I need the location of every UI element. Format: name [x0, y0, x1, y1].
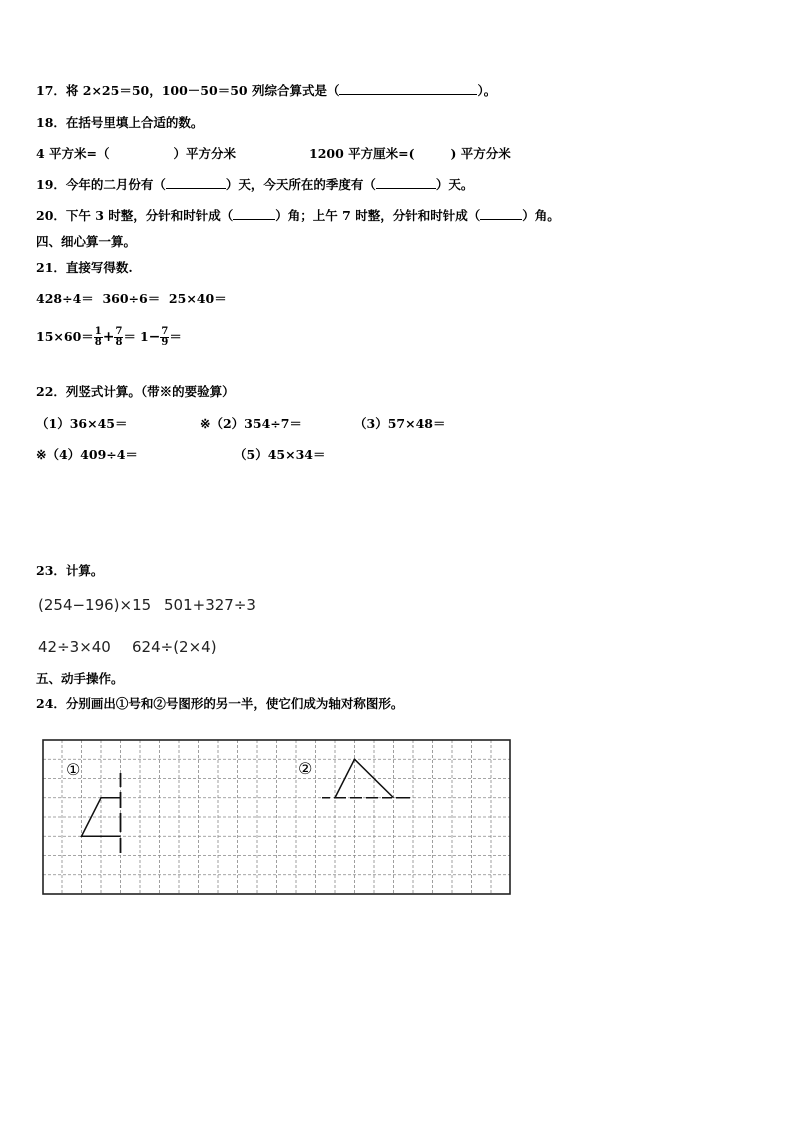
q19-text-b: ）天，今天所在的季度有（ [225, 177, 376, 192]
q22-item-1: （1）36×45＝ [36, 416, 128, 431]
fraction-denominator: 9 [161, 336, 169, 348]
fraction-numerator: 1 [94, 325, 102, 337]
section-5-title: 五、动手操作。 [36, 671, 124, 686]
q21-title: 21．直接写得数. [36, 260, 133, 275]
equals-sign: ＝ [169, 328, 182, 344]
fraction-denominator: 8 [94, 336, 102, 348]
fraction-numerator: 7 [161, 325, 169, 337]
q23-expr-2: 501+327÷3 [164, 596, 256, 614]
section-4-title: 四、细心算一算。 [36, 234, 137, 249]
fraction-numerator: 7 [115, 325, 123, 337]
q21-row2-text: 15×60＝ [36, 328, 94, 344]
q18-right-text-a: 1200 平方厘米=( [309, 146, 415, 161]
q22-item-5: （5）45×34＝ [234, 447, 326, 462]
q22-item-2: ※（2）354÷7＝ [200, 416, 302, 431]
q24-title: 24．分别画出①号和②号图形的另一半，使它们成为轴对称图形。 [36, 696, 404, 711]
q18-left-text-a: 4 平方米=（ [36, 146, 110, 161]
q19-text-c: ）天。 [435, 177, 474, 192]
fraction-denominator: 8 [115, 336, 123, 348]
q23-expr-3: 42÷3×40 [38, 638, 111, 656]
q23-title: 23．计算。 [36, 563, 104, 578]
equals-sign: ＝ [123, 328, 136, 344]
plus-sign: + [102, 329, 115, 345]
grid-lines [43, 740, 510, 894]
q23-expr-4: 624÷(2×4) [132, 638, 217, 656]
q21-row1: 428÷4＝ 360÷6＝ 25×40＝ [36, 291, 227, 306]
q22-item-4: ※（4）409÷4＝ [36, 447, 138, 462]
q23-expr-1: (254−196)×15 [38, 596, 152, 614]
shape-1-label: ① [66, 760, 81, 779]
q17-text-b: ）。 [477, 83, 497, 98]
q17-text-a: 17．将 2×25＝50，100－50＝50 列综合算式是（ [36, 83, 340, 98]
integer-one: 1 [139, 328, 149, 344]
shape-2-label: ② [298, 759, 313, 778]
q20-text-b: ）角；上午 7 时整，分针和时针成（ [275, 208, 481, 223]
q19-text-a: 19．今年的二月份有（ [36, 177, 166, 192]
q22-item-3: （3）57×48＝ [354, 416, 446, 431]
q18-right-text-b: ) 平方分米 [450, 146, 511, 161]
q18-left-text-b: ）平方分米 [173, 146, 237, 161]
q18-title: 18．在括号里填上合适的数。 [36, 115, 204, 130]
q22-title: 22．列竖式计算。（带※的要验算） [36, 384, 235, 399]
minus-sign: − [148, 329, 161, 345]
q20-text-a: 20．下午 3 时整，分针和时针成（ [36, 208, 234, 223]
q20-text-c: ）角。 [522, 208, 560, 223]
